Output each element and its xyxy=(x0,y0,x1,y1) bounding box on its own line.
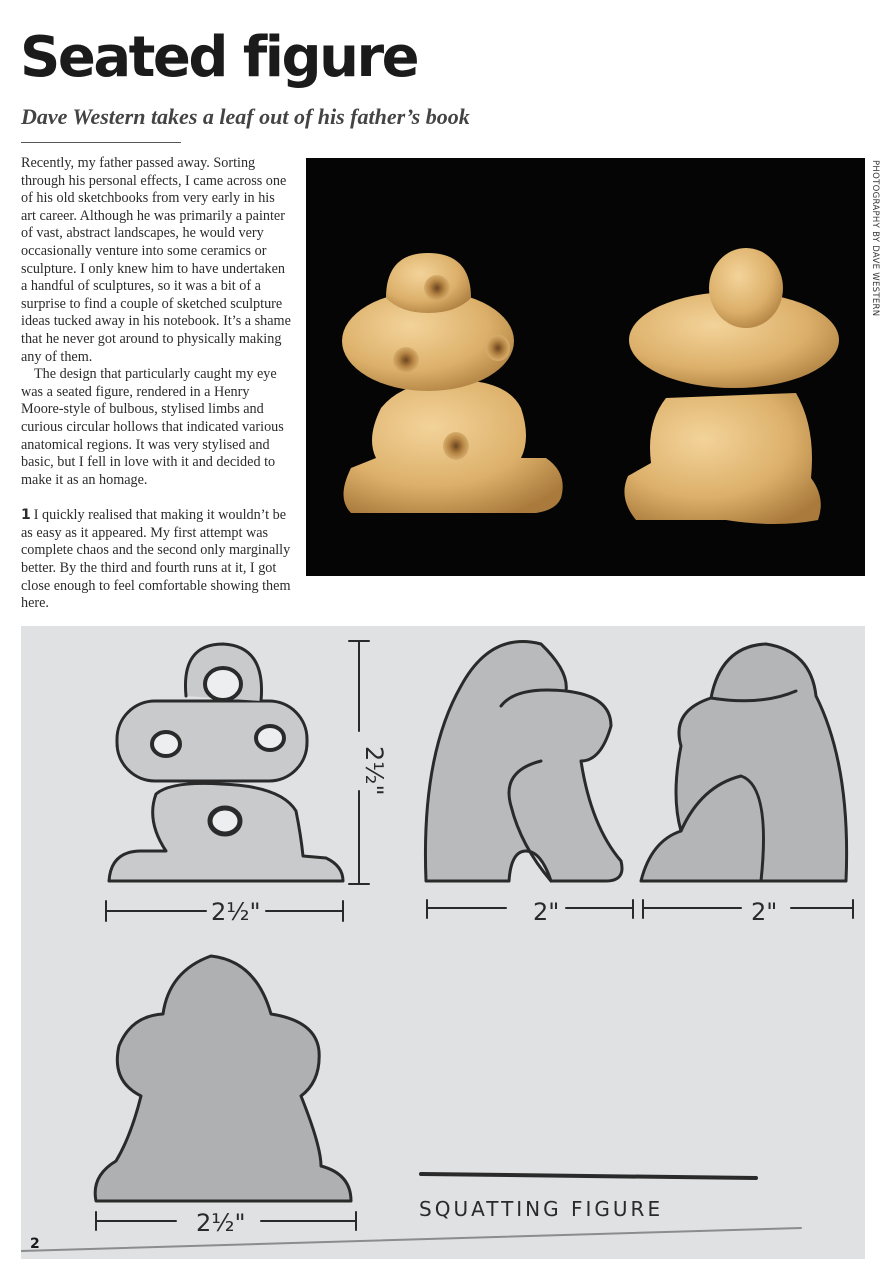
body-paragraph-1: Recently, my father passed away. Sorting through his personal effects, I came across one of his old sketchbooks from very early in his art career. Although he was primarily a painter of vast, abstract landscapes, he would very occasionally venture into some ceramics or sculpture. I only knew him to have undertaken a handful of sculptures, so it was a bit of a surprise to find a couple of sketched sculpture ideas tucked away in his notebook. It’s a shame that he never got around to physically making any of them. xyxy=(21,155,291,365)
dim-height: 2½" xyxy=(360,746,388,796)
carving-front-view xyxy=(342,253,563,513)
sketch-side-view-reverse xyxy=(641,644,847,881)
article-subtitle: Dave Western takes a leaf out of his father’s book xyxy=(21,104,470,129)
carving-photo xyxy=(306,158,865,576)
subtitle-divider xyxy=(21,142,181,143)
pencil-sketch xyxy=(21,626,865,1259)
dim-side-width-1: 2" xyxy=(533,898,560,926)
sketch-side-view xyxy=(425,642,622,881)
sketch-caption: SQUATTING FIGURE xyxy=(419,1197,664,1221)
body-paragraph-2: The design that particularly caught my eye was a seated figure, rendered in a Henry Moore-style of bulbous, stylised limbs and curious circular hollows that indicated various anatomical regions. It was very stylised and basic, but I fell in love with it and decided to make it as an homage. xyxy=(21,366,284,488)
carving-back-view xyxy=(624,248,839,524)
sketch-back-view xyxy=(95,956,351,1201)
sketch-front-view xyxy=(109,644,343,881)
dim-side-width-2: 2" xyxy=(751,898,778,926)
sketchbook-page xyxy=(21,626,865,1259)
carving-photo-illustration xyxy=(306,158,865,576)
dim-front-width: 2½" xyxy=(211,898,261,926)
article-title: Seated figure xyxy=(20,25,418,90)
step-1 xyxy=(21,507,293,613)
dim-back-width: 2½" xyxy=(196,1209,246,1237)
step-number: 1 xyxy=(21,507,31,524)
photo-credit: PHOTOGRAPHY BY DAVE WESTERN xyxy=(870,160,880,317)
step-text: I quickly realised that making it wouldn’t be as easy as it appeared. My first attempt was complete chaos and the second only marginally better. By the third and fourth runs at it, I got close enough to feel comfortable showing them here. xyxy=(21,507,291,612)
article-body xyxy=(21,155,293,613)
page-number: 2 xyxy=(30,1236,40,1252)
